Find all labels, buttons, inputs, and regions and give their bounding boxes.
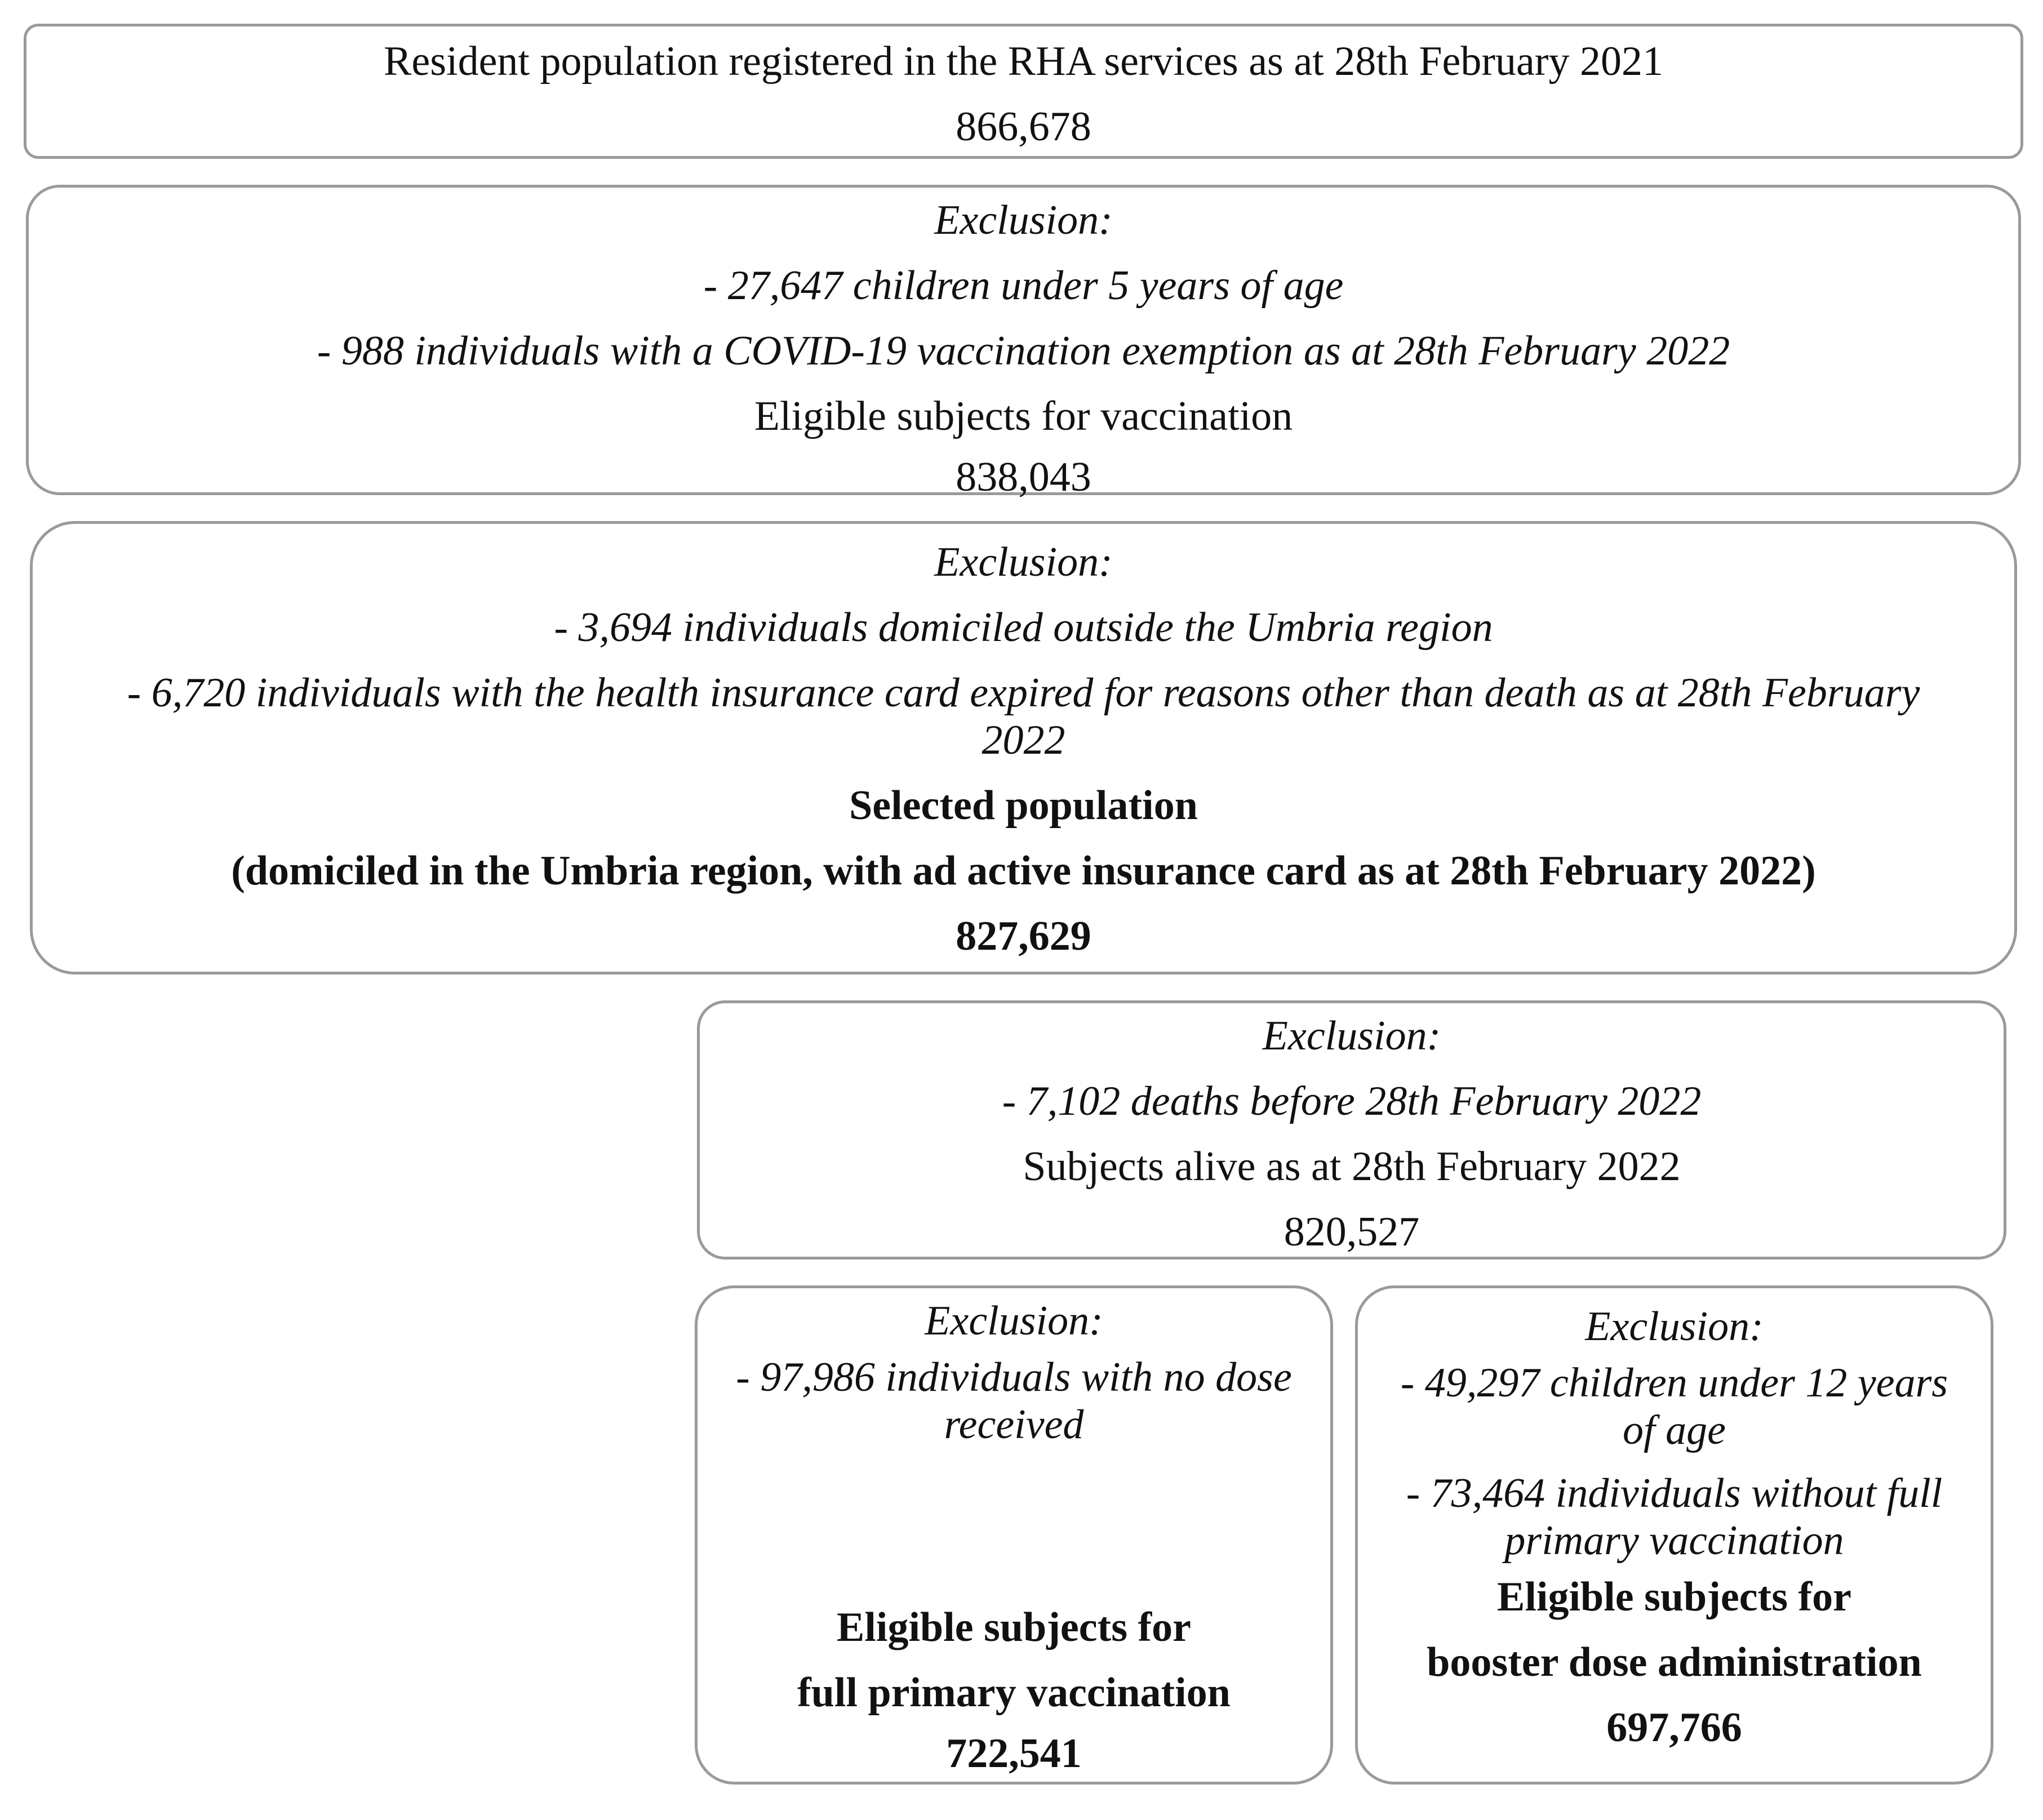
exclusion-item: - 97,986 individuals with no dose received [736, 1354, 1292, 1448]
booster-dose-box [1355, 1285, 1993, 1785]
exclusion-label: Exclusion: [1262, 1013, 1441, 1059]
full-primary-vaccination-box [695, 1285, 1333, 1785]
selected-population-sublabel: (domiciled in the Umbria region, with ad active insurance card as at 28th February 2022) [231, 848, 1816, 894]
eligible-vaccination-box [26, 185, 2021, 500]
subjects-alive-count: 820,527 [1283, 1209, 1420, 1255]
resident-population-count: 866,678 [956, 104, 1091, 150]
full-primary-count: 722,541 [946, 1730, 1082, 1777]
resident-population-box [24, 24, 2023, 159]
selected-population-count: 827,629 [956, 913, 1091, 959]
full-primary-label-line2: full primary vaccination [797, 1670, 1231, 1716]
exclusion-label: Exclusion: [934, 539, 1113, 585]
resident-population-title: Resident population registered in the RHA services as at 28th February 2021 [384, 38, 1663, 84]
subjects-alive-box [697, 1000, 2006, 1260]
booster-label-line1: Eligible subjects for [1497, 1574, 1851, 1620]
exclusion-label: Exclusion: [925, 1298, 1103, 1344]
booster-label-line2: booster dose administration [1427, 1639, 1922, 1685]
booster-count: 697,766 [1606, 1705, 1742, 1751]
subjects-alive-label: Subjects alive as at 28th February 2022 [1023, 1143, 1681, 1190]
selected-population-label: Selected population [849, 782, 1198, 829]
exclusion-label: Exclusion: [934, 197, 1113, 243]
exclusion-label: Exclusion: [1585, 1303, 1764, 1350]
exclusion-item: - 3,694 individuals domiciled outside the Umbria region [554, 604, 1493, 651]
exclusion-item: - 988 individuals with a COVID-19 vaccination exemption as at 28th February 2022 [317, 328, 1730, 374]
exclusion-item: - 6,720 individuals with the health insurance card expired for reasons other than death as at 28th February 2022 [127, 670, 1920, 763]
eligible-vaccination-count: 838,043 [956, 454, 1091, 500]
selected-population-box [30, 521, 2017, 974]
exclusion-item: - 27,647 children under 5 years of age [703, 262, 1344, 309]
exclusion-item: - 73,464 individuals without full primary vaccination [1406, 1470, 1943, 1564]
full-primary-label-line1: Eligible subjects for [837, 1604, 1191, 1650]
eligible-vaccination-label: Eligible subjects for vaccination [754, 393, 1293, 439]
exclusion-item: - 7,102 deaths before 28th February 2022 [1002, 1078, 1702, 1124]
exclusion-item: - 49,297 children under 12 years of age [1400, 1360, 1948, 1453]
